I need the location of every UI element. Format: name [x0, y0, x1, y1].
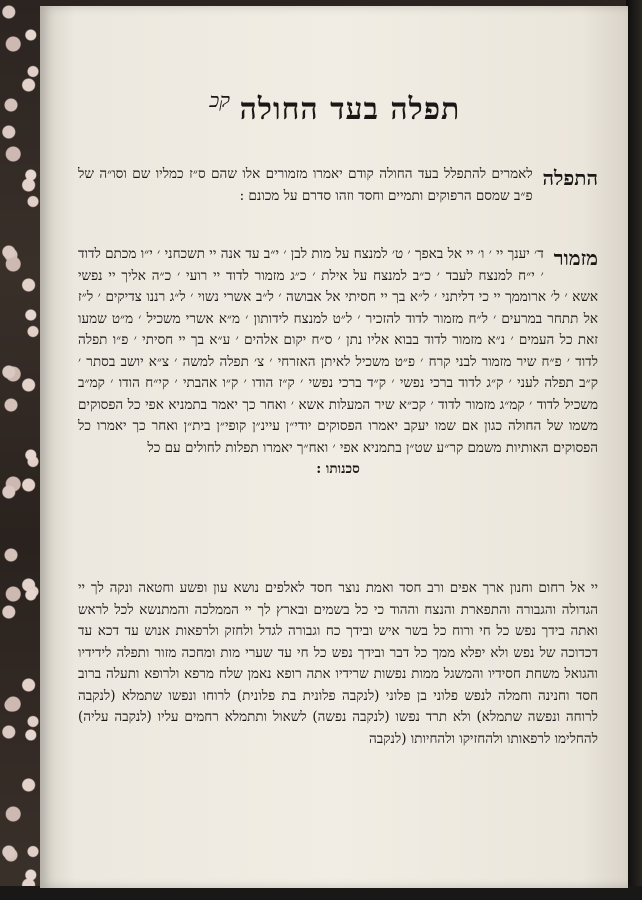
page-number: קכ — [209, 88, 230, 112]
marbled-book-cover-left — [0, 0, 44, 900]
paragraph-text: ד׳ יענך יי ׳ ו׳ יי אל באפך ׳ ט׳ למנצח על מות לבן ׳ י״ב עד אנה יי תשכחני ׳ י״ו מכתם לדוד ׳ י״ח למנצח לעבד ׳ כ״ב למנצח על אילת ׳ כ״ג מזמור לדוד יי רועי ׳ כ״ה אליך יי נפשי אשא ׳ ל׳ ארוממך יי כי דליתני ׳ ל״א בך יי חסיתי אל אבושה ׳ ל״ב אשרי נשוי ׳ ל״ג רננו צדיקים ׳ ל״ז אל תתחר במרעים ׳ ל״ח מזמור לדוד להזכיר ׳ ל״ט למנצח לידותון ׳ מ״א אשרי משכיל ׳ מ״ט שמעו זאת כל העמים ׳ נ״א מזמור לדוד בבוא אליו נתן ׳ ס״ח יקום אלהים ׳ ע״א בך יי חסיתי ׳ פ״ו תפלה לדוד ׳ פ״ח שיר מזמור לבני קרח ׳ פ״ט משכיל לאיתן האזרחי ׳ צ׳ תפלה למשה ׳ צ״א יושב בסתר ׳ ק״ב תפלה לעני ׳ ק״ג לדוד ברכי נפשי ׳ ק״ד ברכי נפשי ׳ ק״ז הודו ׳ ק״ו אהבתי ׳ קי״ח הודו ׳ קמ״ב משכיל לדוד ׳ קמ״ג מזמור לדוד ׳ קכ״א שיר המעלות אשא ׳ ואחר כך יאמר בתמניא אפי כל הפסוקים משמו של החולה כגון אם שמו יעקב יאמרו הפסוקים יודי״ן עיינ״ן קופי״ן בית״ן ואחר כך יאמרו כל הפסוקים האותיות משמם קר״ע שט״ן בתמניא אפי ׳ ואח״ך יאמרו תפלות לחולים עם כל — [78, 246, 598, 456]
psalms-paragraph — [78, 244, 598, 481]
prayer-paragraph — [78, 578, 598, 750]
paragraph-text: יי אל רחום וחנון ארך אפים ורב חסד ואמת נוצר חסד לאלפים נושא עון ופשע וחטאה ונקה לך יי הגדולה והגבורה והתפארת והנצח וההוד כי כל בשמים ובארץ לך יי הממלכה והמתנשא לכל לראש ואתה בידך נפש כל חי ורוח כל בשר איש ובידך כח וגבורה לגדל ולחזק ולרפאות אנוש עד דכא עד דכדוכה של נפש ולא יפלא ממך כל דבר ובידך נפש כל חי עד שערי מות ומחכה מזור ותפלה לידידיו והגואל משחת חסידיו והמשגל ממות נפשות שרידיו אתה רופא נאמן שלח מרפא ולרופא ותעלה ברוב חסד וחנינה וחמלה לנפש פלוני בן פלוני (לנקבה פלונית בת פלונית) לרוחו ונפשו שתמלא (לנקבה לרוחה ונפשה שתמלא) ולא תרד נפשו (לנקבה נפשה) לשאול ותתמלא רחמים עליו (לנקבה עליה) להחלימו לרפאותו ולהחזיקו ולהחיותו (לנקבה — [78, 580, 598, 747]
page-title: תפלה בעד החולה — [239, 92, 461, 127]
intro-paragraph — [78, 164, 598, 207]
paragraph-ending: סכנותו : — [316, 461, 360, 477]
book-page — [40, 6, 628, 888]
paragraph-lead-word: התפלה — [542, 166, 598, 190]
book-cover-right — [626, 0, 642, 900]
paragraph-text: לאמרים להתפלל בעד החולה קודם יאמרו מזמורים אלו שהם ס״ז כמליו שם וסו״ה של פ״ב שמסם הרפוקים ותמיים וחסד וזהו סדרם על מכונם : — [78, 166, 533, 204]
paragraph-lead-word: מזמור — [553, 246, 598, 270]
book-cover-bottom — [0, 886, 642, 900]
